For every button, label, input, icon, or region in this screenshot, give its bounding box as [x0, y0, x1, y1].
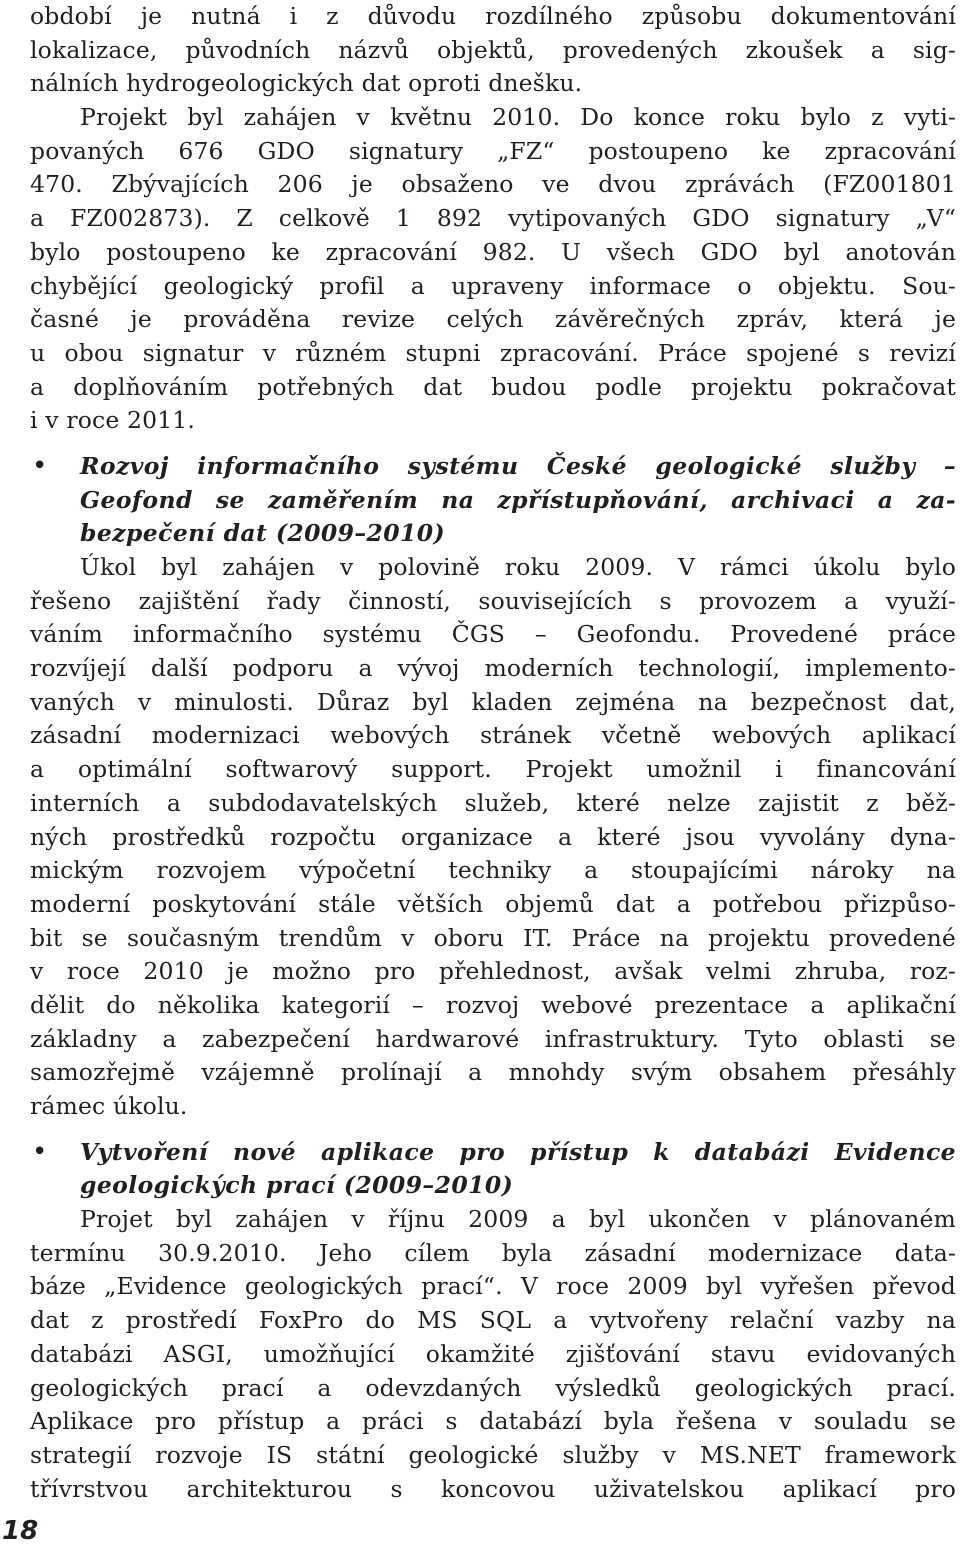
heading-line: bezpečení dat (2009–2010) [80, 519, 446, 548]
text-line: chybějící geologický profil a upraveny informace o objektu. Sou- [30, 271, 956, 300]
text-line: u obou signatur v různém stupni zpracování. Práce spojené s revizí [30, 338, 956, 367]
text-line: Projet byl zahájen v říjnu 2009 a byl ukončen v plánovaném [80, 1205, 956, 1234]
text-line: dělit do několika kategorií – rozvoj webové prezentace a aplikační [30, 990, 956, 1019]
paragraph-1 [30, 0, 956, 101]
text-line: váním informačního systému ČGS – Geofondu. Provedené práce [30, 620, 956, 649]
text-line: geologických prací a odevzdaných výsledků geologických prací. [30, 1373, 956, 1402]
section-2 [30, 1136, 956, 1507]
text-line: řešeno zajištění řady činností, souvisejících s provozem a využí- [30, 586, 956, 615]
text-line: bit se současným trendům v oboru IT. Práce na projektu provedené [30, 923, 956, 952]
text-line: bylo postoupeno ke zpracování 982. U všech GDO byl anotován [30, 237, 956, 266]
text-line: termínu 30.9.2010. Jeho cílem byla zásadní modernizace data- [30, 1238, 956, 1267]
heading-line: Rozvoj informačního systému České geologické služby – [80, 451, 956, 480]
section-1 [30, 450, 956, 1124]
section-body [30, 551, 956, 1124]
heading-line: Geofond se zaměřením na zpřístupňování, archivaci a za- [80, 485, 956, 514]
text-line: samozřejmě vzájemně prolínají a mnohdy svým obsahem přesáhly [30, 1058, 956, 1087]
section-body [30, 1203, 956, 1506]
text-line: a optimální softwarový support. Projekt umožnil i financování [30, 755, 956, 784]
text-line: základny a zabezpečení hardwarové infrastruktury. Tyto oblasti se [30, 1024, 956, 1053]
bullet-icon: • [32, 450, 48, 481]
text-line: i v roce 2011. [30, 406, 196, 435]
heading-line: Vytvoření nové aplikace pro přístup k databázi Evidence [80, 1137, 956, 1166]
text-line: interních a subdodavatelských služeb, které nelze zajistit z běž- [30, 788, 956, 817]
text-line: Úkol byl zahájen v polovině roku 2009. V rámci úkolu bylo [80, 553, 956, 581]
text-line: ných prostředků rozpočtu organizace a které jsou vyvolány dyna- [30, 822, 956, 851]
text-line: strategií rozvoje IS státní geologické služby v MS.NET framework [30, 1440, 956, 1469]
text-line: povaných 676 GDO signatury „FZ“ postoupeno ke zpracování [30, 136, 956, 165]
text-line: a doplňováním potřebných dat budou podle projektu pokračovat [30, 372, 956, 401]
text-line: mickým rozvojem výpočetní techniky a stoupajícími nároky na [30, 856, 956, 885]
text-line: třívrstvou architekturou s koncovou uživatelskou aplikací pro [30, 1474, 956, 1503]
text-line: časné je prováděna revize celých závěrečných zpráv, která je [30, 305, 956, 334]
text-line: zásadní modernizaci webových stránek včetně webových aplikací [30, 721, 956, 750]
text-line: databázi ASGI, umožňující okamžité zjišťování stavu evidovaných [30, 1339, 956, 1368]
text-line: 470. Zbývajících 206 je obsaženo ve dvou zprávách (FZ001801 [30, 170, 956, 199]
text-line: v roce 2010 je možno pro přehlednost, avšak velmi zhruba, roz- [30, 957, 956, 986]
section-heading [30, 450, 956, 551]
text-line: lokalizace, původních názvů objektů, provedených zkoušek a sig- [30, 35, 956, 64]
page-number: 18 [2, 1516, 39, 1546]
text-line: Projekt byl zahájen v květnu 2010. Do konce roku bylo z vyti- [80, 103, 956, 132]
document-page [30, 0, 956, 1506]
section-heading [30, 1136, 956, 1203]
text-line: rámec úkolu. [30, 1092, 188, 1120]
text-line: dat z prostředí FoxPro do MS SQL a vytvořeny relační vazby na [30, 1306, 956, 1335]
text-line: vaných v minulosti. Důraz byl kladen zejména na bezpečnost dat, [30, 687, 956, 716]
text-line: báze „Evidence geologických prací“. V roce 2009 byl vyřešen převod [30, 1272, 956, 1301]
text-line: nálních hydrogeologických dat oproti dnešku. [30, 69, 583, 98]
paragraph-2 [30, 101, 956, 438]
text-line: a FZ002873). Z celkově 1 892 vytipovaných GDO signatury „V“ [30, 204, 956, 233]
text-line: rozvíjejí další podporu a vývoj moderních technologií, implemento- [30, 654, 956, 683]
bullet-icon: • [32, 1136, 48, 1167]
text-line: moderní poskytování stále větších objemů dat a potřebou přizpůso- [30, 889, 956, 918]
text-line: období je nutná i z důvodu rozdílného způsobu dokumentování [30, 2, 956, 30]
heading-line: geologických prací (2009–2010) [80, 1171, 514, 1200]
text-line: Aplikace pro přístup a práci s databází byla řešena v souladu se [30, 1407, 956, 1436]
